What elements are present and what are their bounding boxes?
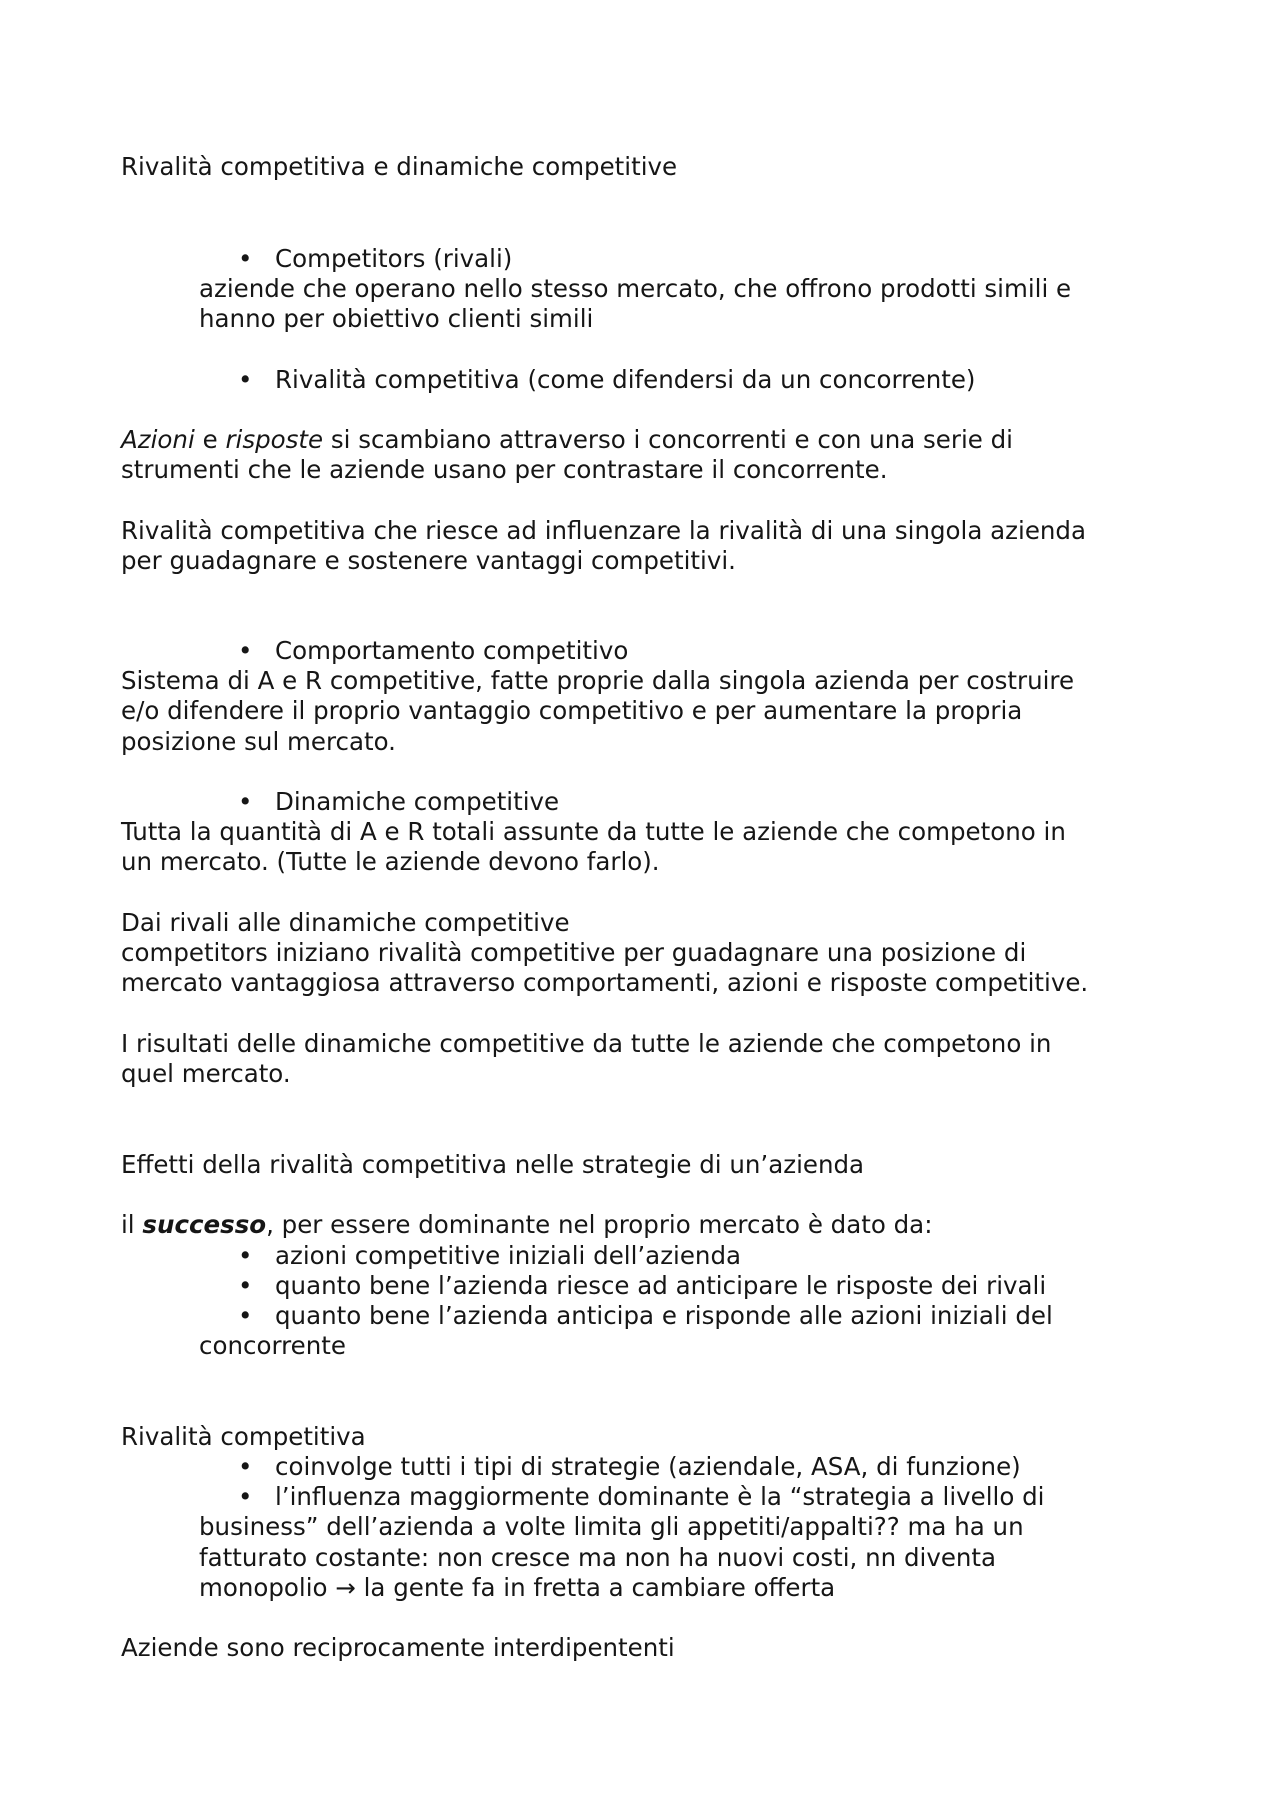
term-azioni: Azioni (121, 425, 195, 454)
competitors-text-line: hanno per obiettivo clienti simili (199, 304, 594, 333)
effects-heading: Effetti della rivalità competitiva nelle strategie di un’azienda (121, 1150, 865, 1179)
document-title: Rivalità competitiva e dinamiche competitive (121, 152, 678, 181)
bullet-dot-icon: • (238, 244, 253, 273)
bullet-dot-icon: • (238, 636, 253, 665)
rivalry-text-line: Rivalità competitiva che riesce ad influenzare la rivalità di una singola azienda (121, 516, 1086, 545)
document-page: Rivalità competitiva e dinamiche competitive • Competitors (rivali) aziende che operano nello stesso mercato, che offrono prodotti simili e hanno per obiettivo clienti simili • Rivalità competitiva (come difendersi da un concorrente) Azioni e risposte si scambiano attraverso i concorrenti e con una serie di strumenti che le aziende usano per contrastare il concorrente. Rivalità competitiva che riesce ad influenzare la rivalità di una singola azienda per guadagnare e sostenere vantaggi competitivi. • Comportamento competitivo Sistema di A e R competitive, fatte proprie dalla singola azienda per costruire e/o difendere il proprio vantaggio competitivo e per aumentare la propria posizione sul mercato. • Dinamiche competitive Tutta la quantità di A e R totali assunte da tutte le aziende che competono in un mercato. (Tutte le aziende devono farlo). Dai rivali alle dinamiche competitive competitors iniziano rivalità competitive per guadagnare una posizione di mercato vantaggiosa attraverso comportamenti, azioni e risposte competitive. I risultati delle dinamiche competitive da tutte le aziende che competono in quel mercato. Effetti della rivalità competitiva nelle strategie di un’azienda il successo, per essere dominante nel proprio mercato è dato da: • azioni competitive iniziali dell’azienda • quanto bene l’azienda riesce ad anticipare le risposte dei rivali • quanto bene l’azienda anticipa e risponde alle azioni iniziali del concorrente Rivalità competitiva • coinvolge tutti i tipi di strategie (aziendale, ASA, di funzione) • l’influenza maggiormente dominante è la “strategia a livello di business” dell’azienda a volte limita gli appetiti/appalti?? ma ha un fatturato costante: non cresce ma non ha nuovi costi, nn diventa monopolio → la gente fa in fretta a cambiare offerta Aziende sono reciprocamente interdipententi (121, 152, 1089, 1662)
behavior-text-line: e/o difendere il proprio vantaggio competitivo e per aumentare la propria (121, 696, 1023, 725)
bullet-dot-icon: • (238, 1271, 253, 1300)
bullet-dot-icon: • (238, 1482, 253, 1511)
rivalry2-heading: Rivalità competitiva (121, 1422, 366, 1451)
competitors-text-line: aziende che operano nello stesso mercato, che offrono prodotti simili e (199, 274, 1072, 303)
behavior-text-line: posizione sul mercato. (121, 727, 396, 756)
results-text-line: I risultati delle dinamiche competitive da tutte le aziende che competono in (121, 1029, 1052, 1058)
term-successo: successo (142, 1210, 267, 1239)
behavior-text-line: Sistema di A e R competitive, fatte proprie dalla singola azienda per costruire (121, 666, 1075, 695)
from-rivals-text-line: competitors iniziano rivalità competitive per guadagnare una posizione di (121, 938, 1027, 967)
bullet-dot-icon: • (238, 1301, 253, 1330)
effects-continuation: concorrente (199, 1331, 346, 1360)
success-line: il successo, per essere dominante nel proprio mercato è dato da: (121, 1210, 933, 1239)
rivalry2-continuation: business” dell’azienda a volte limita gli appetiti/appalti?? ma ha un (199, 1512, 1024, 1541)
bullet-dot-icon: • (238, 365, 253, 394)
bullet-dot-icon: • (238, 1452, 253, 1481)
dynamics-text-line: Tutta la quantità di A e R totali assunte da tutte le aziende che competono in (121, 817, 1066, 846)
rivalry-text-line: strumenti che le aziende usano per contrastare il concorrente. (121, 455, 888, 484)
rivalry-text-line: per guadagnare e sostenere vantaggi competitivi. (121, 546, 736, 575)
dynamics-text-line: un mercato. (Tutte le aziende devono farlo). (121, 847, 660, 876)
rivalry2-continuation: monopolio → la gente fa in fretta a cambiare offerta (199, 1573, 836, 1602)
closing-line: Aziende sono reciprocamente interdipententi (121, 1633, 675, 1662)
term-risposte: risposte (225, 425, 324, 454)
from-rivals-text-line: mercato vantaggiosa attraverso comportamenti, azioni e risposte competitive. (121, 968, 1089, 997)
bullet-dot-icon: • (238, 787, 253, 816)
from-rivals-heading: Dai rivali alle dinamiche competitive (121, 908, 570, 937)
rivalry2-continuation: fatturato costante: non cresce ma non ha nuovi costi, nn diventa (199, 1543, 997, 1572)
bullet-dot-icon: • (238, 1241, 253, 1270)
results-text-line: quel mercato. (121, 1059, 291, 1088)
rivalry-actions-line: Azioni e risposte si scambiano attraverso i concorrenti e con una serie di (121, 425, 1013, 454)
